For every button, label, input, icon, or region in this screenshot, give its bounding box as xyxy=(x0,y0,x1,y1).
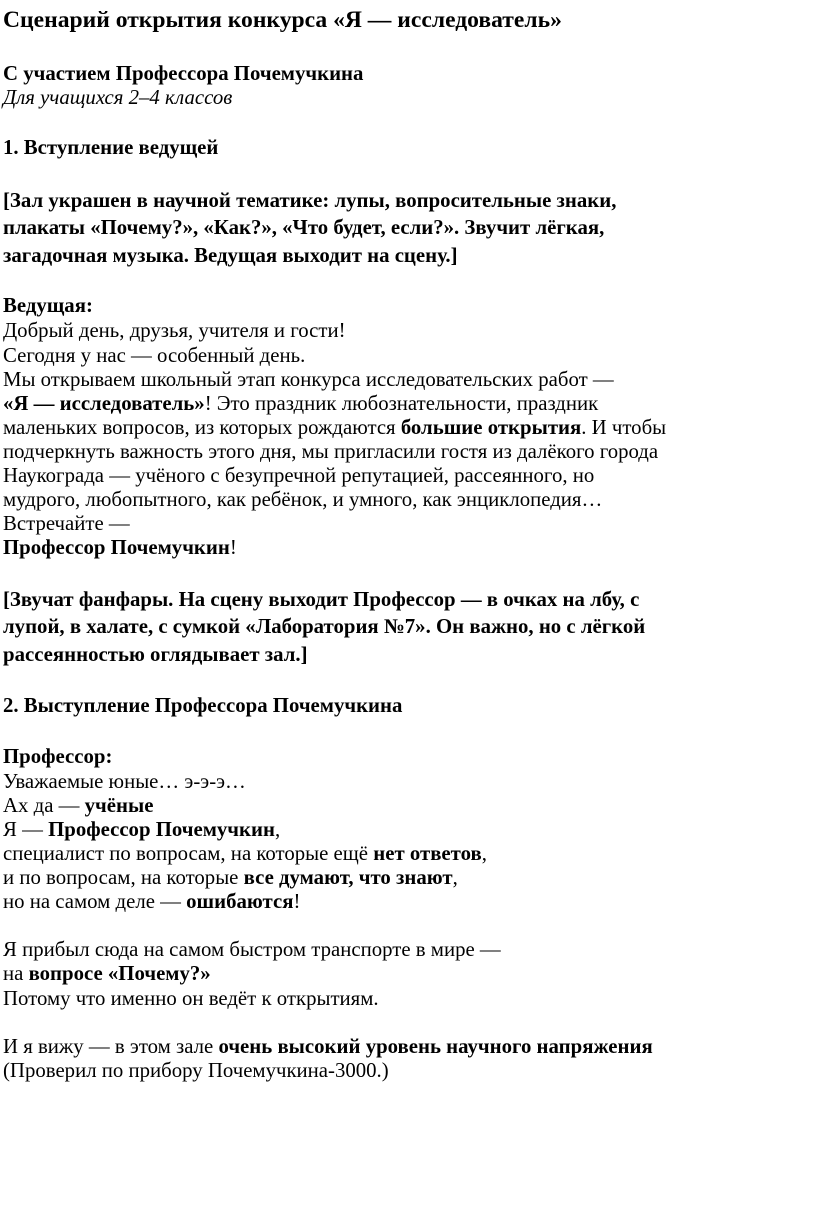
speech-line: Сегодня у нас — особенный день. xyxy=(3,343,306,367)
spacer xyxy=(3,668,816,692)
stage-direction-hall xyxy=(3,187,816,270)
speech-line: Добрый день, друзья, учителя и гости! xyxy=(3,319,346,343)
speech-line xyxy=(3,1035,816,1059)
speech-line xyxy=(3,842,816,866)
emphasis-text: учёные xyxy=(84,793,154,817)
speech-text: Ах да — xyxy=(3,793,85,817)
speech-text: . И чтобы xyxy=(581,415,667,439)
stage-line: [Звучат фанфары. На сцену выходит Профессор — в очках на лбу, с xyxy=(3,587,640,611)
speech-line xyxy=(3,536,816,560)
spacer xyxy=(3,1011,816,1035)
spacer xyxy=(3,914,816,938)
speech-line xyxy=(3,818,816,842)
emphasis-text: нет ответов xyxy=(373,841,482,865)
host-speech xyxy=(3,319,816,560)
speech-line xyxy=(3,416,816,440)
speech-line: подчеркнуть важность этого дня, мы пригласили гостя из далёкого города xyxy=(3,439,659,463)
speech-line xyxy=(3,962,816,986)
speech-line: Мы открываем школьный этап конкурса исследовательских работ — xyxy=(3,367,614,391)
stage-direction-fanfare xyxy=(3,586,816,669)
speech-text: специалист по вопросам, на которые ещё xyxy=(3,841,374,865)
stage-line: рассеянностью оглядывает зал.] xyxy=(3,642,308,666)
emphasis-text: ошибаются xyxy=(186,890,294,914)
speaker-professor: Профессор: xyxy=(3,744,113,768)
speech-text: ! xyxy=(293,890,301,914)
stage-line: плакаты «Почему?», «Как?», «Что будет, если?». Звучит лёгкая, xyxy=(3,216,605,240)
speech-line: (Проверил по прибору Почемучкина-3000.) xyxy=(3,1058,389,1082)
professor-speech xyxy=(3,770,816,1083)
speech-text: но на самом деле — xyxy=(3,890,187,914)
spacer xyxy=(3,110,816,134)
speech-line: Уважаемые юные… э-э-э… xyxy=(3,769,246,793)
speech-line: Наукограда — учёного с безупречной репутацией, рассеянного, но xyxy=(3,464,595,488)
speech-text: , xyxy=(452,866,458,890)
speech-line xyxy=(3,890,816,914)
speech-line: мудрого, любопытного, как ребёнок, и умного, как энциклопедия… xyxy=(3,488,603,512)
speech-text: и по вопросам, на которые xyxy=(3,866,244,890)
section-heading-professor: 2. Выступление Профессора Почемучкина xyxy=(3,694,403,718)
speech-text: на xyxy=(3,962,29,986)
emphasis-text: большие открытия xyxy=(400,415,582,439)
spacer xyxy=(3,720,816,744)
spacer xyxy=(3,269,816,293)
emphasis-text: Профессор Почемучкин xyxy=(48,817,275,841)
document-subtitle: С участием Профессора Почемучкина xyxy=(3,62,364,85)
emphasis-text: вопросе «Почему?» xyxy=(28,962,211,986)
speech-text: , xyxy=(274,817,281,841)
contest-name: «Я — исследователь» xyxy=(3,391,205,415)
speech-line xyxy=(3,866,816,890)
speech-text: маленьких вопросов, из которых рождаются xyxy=(3,415,401,439)
emphasis-text: все думают, что знают xyxy=(243,866,453,890)
speech-text: Я — xyxy=(3,817,49,841)
emphasis-text: Профессор Почемучкин xyxy=(3,536,230,560)
speech-line: Потому что именно он ведёт к открытиям. xyxy=(3,986,379,1010)
spacer xyxy=(3,560,816,584)
document-title: Сценарий открытия конкурса «Я — исследователь» xyxy=(3,7,562,33)
emphasis-text: очень высокий уровень научного напряжения xyxy=(218,1034,653,1058)
section-heading-intro: 1. Вступление ведущей xyxy=(3,136,219,160)
stage-line: [Зал украшен в научной тематике: лупы, вопросительные знаки, xyxy=(3,188,617,212)
speech-line: Я прибыл сюда на самом быстром транспорте в мире — xyxy=(3,938,501,962)
spacer xyxy=(3,162,816,186)
speech-text: И я вижу — в этом зале xyxy=(3,1034,219,1058)
audience-note: Для учащихся 2–4 классов xyxy=(3,86,233,110)
speech-line: Встречайте — xyxy=(3,512,130,536)
stage-line: загадочная музыка. Ведущая выходит на сцену.] xyxy=(3,243,458,267)
speech-text: , xyxy=(481,841,487,865)
speaker-host: Ведущая: xyxy=(3,294,93,318)
speech-line xyxy=(3,794,816,818)
speech-text: ! Это праздник любознательности, праздник xyxy=(204,391,599,415)
speech-line xyxy=(3,392,816,416)
speech-text: ! xyxy=(229,536,237,560)
stage-line: лупой, в халате, с сумкой «Лаборатория №7». Он важно, но с лёгкой xyxy=(3,615,646,638)
